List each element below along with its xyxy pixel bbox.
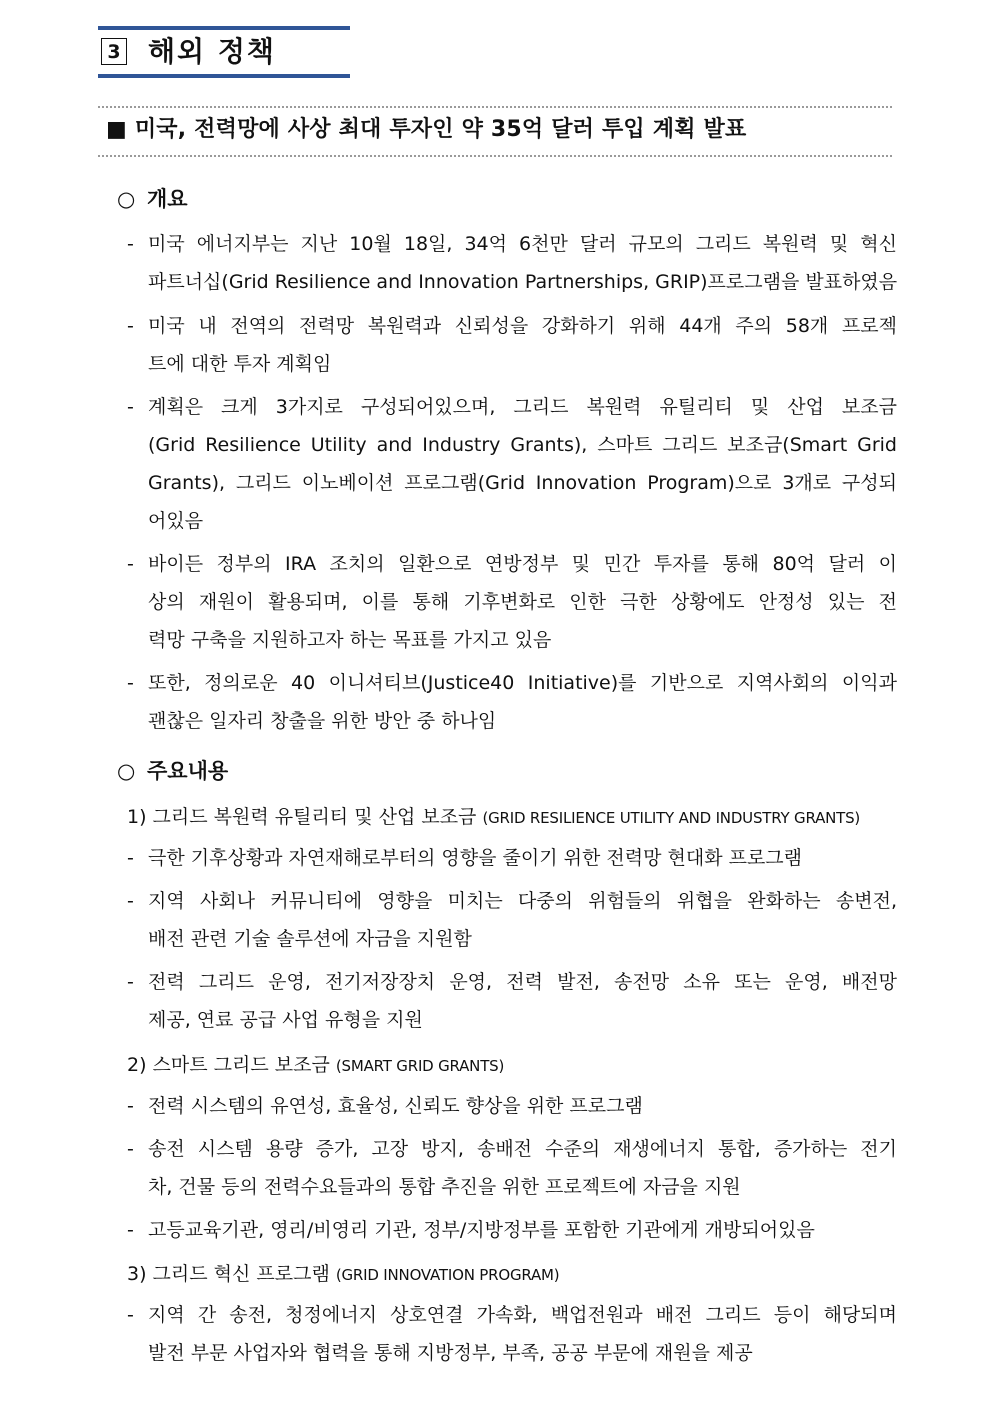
section-header (98, 26, 350, 80)
header-top-rule (98, 26, 350, 30)
item-line: 미국 내 전역의 전력망 복원력과 신뢰성을 강화하기 위해 44개 주의 58개 프로젝 (148, 315, 897, 337)
circle-bullet-icon: ○ (117, 759, 136, 783)
item-line: 미국 에너지부는 지난 10월 18일, 34억 6천만 달러 규모의 그리드 복원력 및 혁신 (148, 233, 897, 255)
dotted-divider-top (98, 106, 892, 108)
item-line: 지역 사회나 커뮤니티에 영향을 미치는 다중의 위험들의 위협을 완화하는 송변전, (148, 890, 897, 912)
item-line: 괜찮은 일자리 창출을 위한 방안 중 하나임 (148, 710, 497, 732)
list-item (127, 1296, 897, 1372)
list-item (127, 963, 897, 1039)
article-headline: ■ 미국, 전력망에 사상 최대 투자인 약 35억 달러 투입 계획 발표 (106, 117, 747, 142)
subsection-english: (GRID RESILIENCE UTILITY AND INDUSTRY GRANTS) (482, 809, 861, 827)
section-heading-label: 주요내용 (147, 759, 229, 783)
item-line: 력망 구축을 지원하고자 하는 목표를 가지고 있음 (148, 629, 552, 651)
dash-bullet: - (127, 315, 134, 337)
item-line: 차, 건물 등의 전력수요들과의 통합 추진을 위한 프로젝트에 자금을 지원 (148, 1176, 741, 1198)
subsection-heading-1 (127, 798, 860, 837)
item-line: 전력 시스템의 유연성, 효율성, 신뢰도 향상을 위한 프로그램 (148, 1095, 643, 1117)
item-line: 송전 시스템 용량 증가, 고장 방지, 송배전 수준의 재생에너지 통합, 증가하는 전기 (148, 1138, 897, 1160)
subsection-english: (GRID INNOVATION PROGRAM) (335, 1266, 560, 1284)
circle-bullet-icon: ○ (117, 187, 136, 211)
dash-bullet: - (127, 890, 134, 912)
dash-bullet: - (127, 1304, 134, 1326)
header-bottom-rule (98, 74, 350, 78)
item-line: 어있음 (148, 510, 204, 532)
item-line: 지역 간 송전, 청정에너지 상호연결 가속화, 백업전원과 배전 그리드 등이 해당되며 (148, 1304, 897, 1326)
dash-bullet: - (127, 396, 134, 418)
list-item (127, 1087, 897, 1125)
section-heading-overview (117, 184, 188, 214)
list-item (127, 307, 897, 383)
dash-bullet: - (127, 553, 134, 575)
subsection-heading-2 (127, 1046, 504, 1085)
item-line: 파트너십(Grid Resilience and Innovation Partnerships, GRIP)프로그램을 발표하였음 (148, 271, 898, 293)
item-line: 바이든 정부의 IRA 조치의 일환으로 연방정부 및 민간 투자를 통해 80억 달러 이 (148, 553, 897, 575)
subsection-label: 3) 그리드 혁신 프로그램 (127, 1263, 330, 1285)
item-line: 계획은 크게 3가지로 구성되어있으며, 그리드 복원력 유틸리티 및 산업 보조금 (148, 396, 897, 418)
subsection-heading-3 (127, 1255, 559, 1294)
item-line: 상의 재원이 활용되며, 이를 통해 기후변화로 인한 극한 상황에도 안정성 있는 전 (148, 591, 897, 613)
section-number-box: 3 (101, 38, 127, 65)
item-line: 트에 대한 투자 계획임 (148, 353, 332, 375)
dash-bullet: - (127, 672, 134, 694)
item-line: 전력 그리드 운영, 전기저장장치 운영, 전력 발전, 송전망 소유 또는 운영, 배전망 (148, 971, 897, 993)
section-heading-label: 개요 (147, 187, 188, 211)
dotted-divider-bottom (98, 155, 892, 157)
section-heading-main-content (117, 756, 228, 786)
dash-bullet: - (127, 1095, 134, 1117)
list-item (127, 1130, 897, 1206)
list-item (127, 545, 897, 659)
list-item (127, 1211, 897, 1249)
item-line: 제공, 연료 공급 사업 유형을 지원 (148, 1009, 423, 1031)
item-line: 또한, 정의로운 40 이니셔티브(Justice40 Initiative)를 기반으로 지역사회의 이익과 (148, 672, 897, 694)
list-item (127, 388, 897, 540)
dash-bullet: - (127, 1138, 134, 1160)
section-title: 해외 정책 (148, 35, 276, 68)
item-line: 배전 관련 기술 솔루션에 자금을 지원함 (148, 928, 472, 950)
list-item (127, 882, 897, 958)
subsection-label: 1) 그리드 복원력 유틸리티 및 산업 보조금 (127, 806, 477, 828)
dash-bullet: - (127, 1219, 134, 1241)
item-line: 극한 기후상황과 자연재해로부터의 영향을 줄이기 위한 전력망 현대화 프로그램 (148, 847, 802, 869)
list-item (127, 664, 897, 740)
item-line: 고등교육기관, 영리/비영리 기관, 정부/지방정부를 포함한 기관에게 개방되어있음 (148, 1219, 815, 1241)
item-line: (Grid Resilience Utility and Industry Grants), 스마트 그리드 보조금(Smart Grid (148, 434, 897, 456)
subsection-label: 2) 스마트 그리드 보조금 (127, 1054, 330, 1076)
item-line: 발전 부문 사업자와 협력을 통해 지방정부, 부족, 공공 부문에 재원을 제공 (148, 1342, 753, 1364)
list-item (127, 839, 897, 877)
dash-bullet: - (127, 971, 134, 993)
subsection-english: (SMART GRID GRANTS) (335, 1057, 505, 1075)
dash-bullet: - (127, 847, 134, 869)
item-line: Grants), 그리드 이노베이션 프로그램(Grid Innovation Program)으로 3개로 구성되 (148, 472, 897, 494)
list-item (127, 225, 897, 301)
dash-bullet: - (127, 233, 134, 255)
